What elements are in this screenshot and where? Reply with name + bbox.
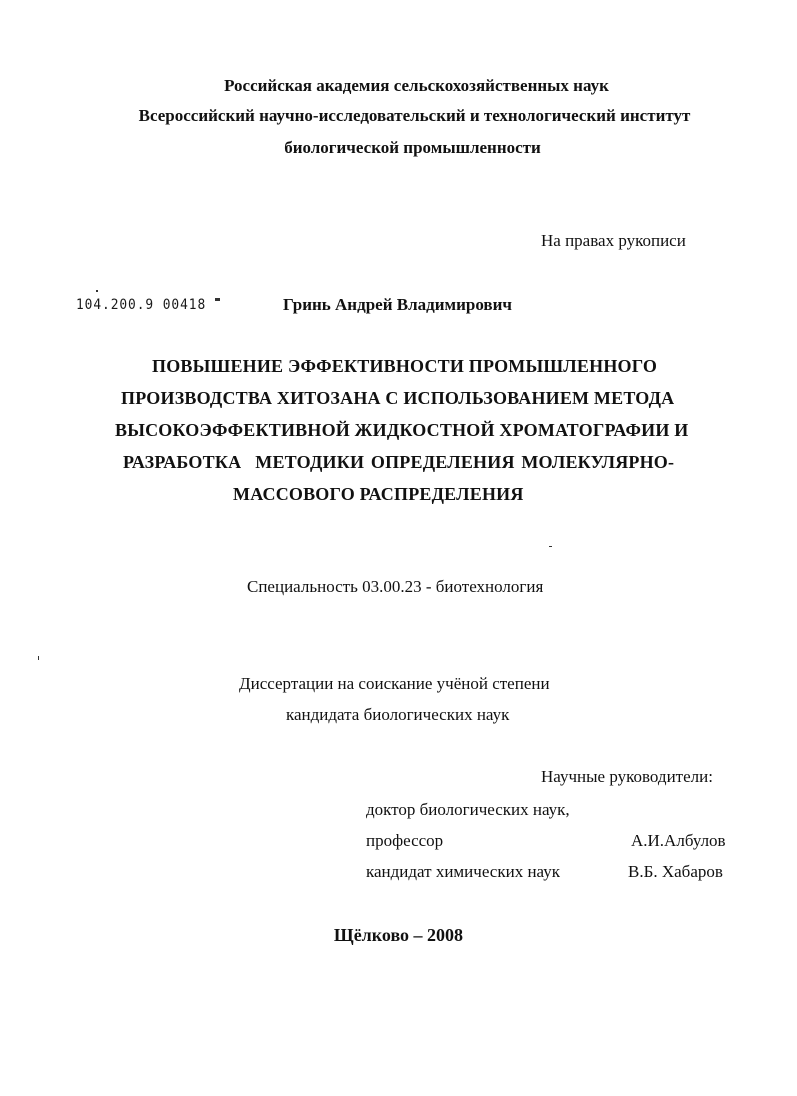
- thesis-title-line-1: ПОВЫШЕНИЕ ЭФФЕКТИВНОСТИ ПРОМЫШЛЕННОГО: [152, 356, 658, 376]
- institute-name-cont: биологической промышленности: [284, 138, 541, 157]
- scan-speck: [215, 298, 220, 301]
- manuscript-rights-note: На правах рукописи: [541, 231, 686, 250]
- thesis-title-line-4b: МЕТОДИКИ ОПРЕДЕЛЕНИЯ МОЛЕКУЛЯРНО-: [255, 452, 675, 472]
- thesis-title-line-3: ВЫСОКОЭФФЕКТИВНОЙ ЖИДКОСТНОЙ ХРОМАТОГРАФИИ И: [115, 420, 689, 440]
- supervisor-2-title: кандидат химических наук: [366, 862, 560, 881]
- supervisor-1-rank: профессор: [366, 831, 444, 850]
- thesis-title-line-2: ПРОИЗВОДСТВА ХИТОЗАНА С ИСПОЛЬЗОВАНИЕМ МЕТОДА: [121, 388, 675, 408]
- library-stamp-code: 104.200.9 00418: [76, 297, 207, 313]
- supervisors-heading: Научные руководители:: [541, 767, 713, 786]
- supervisor-2-name: В.Б. Хабаров: [628, 862, 723, 881]
- thesis-title-line-4: [123, 452, 674, 473]
- place-and-year: Щёлково – 2008: [333, 925, 464, 945]
- degree-line-2: кандидата биологических наук: [286, 705, 510, 724]
- degree-line-1: Диссертации на соискание учёной степени: [239, 674, 550, 693]
- scan-speck: [549, 546, 552, 547]
- institute-name: Всероссийский научно-исследовательский и технологический институт: [138, 106, 691, 125]
- specialty: Специальность 03.00.23 - биотехнология: [247, 577, 544, 596]
- scan-speck: [38, 656, 39, 660]
- supervisor-1-title: доктор биологических наук,: [366, 800, 570, 819]
- thesis-title-line-5: МАССОВОГО РАСПРЕДЕЛЕНИЯ: [233, 484, 524, 504]
- thesis-title-line-4a: РАЗРАБОТКА: [123, 452, 242, 472]
- academy-name: Российская академия сельскохозяйственных наук: [224, 76, 609, 95]
- author-name: Гринь Андрей Владимирович: [283, 295, 512, 314]
- scan-speck: [96, 290, 98, 292]
- supervisor-1-name: А.И.Албулов: [631, 831, 726, 850]
